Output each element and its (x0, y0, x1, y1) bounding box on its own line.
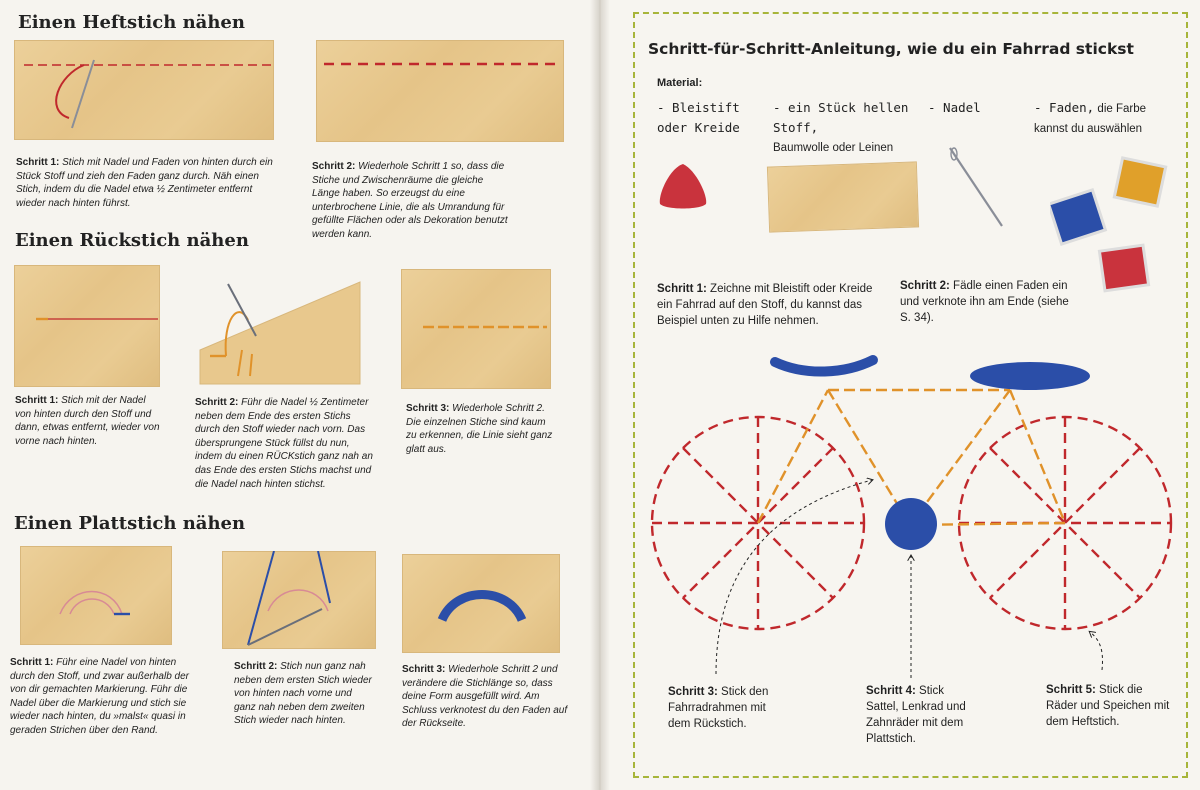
material-item-pencil: - Bleistift oder Kreide (657, 100, 740, 135)
caption-rueckstich-2: Schritt 2: Führ die Nadel ½ Zentimeter neben dem Ende des ersten Stichs durch den Stoff wieder nach vorn. Das übersprungene Stück füllst du nun, indem du einen RÜCKstich ganz nah an das Ende des ersten Stichs machst und die Nadel nach hinten stichst. (195, 397, 373, 490)
caption-plattstich-3: Schritt 3: Wiederhole Schritt 2 und verändere die Stichlänge so, dass deine Form ausgefüllt wird. Am Schluss verknotest du den Faden auf der Rückseite. (402, 664, 568, 730)
saddle (970, 362, 1090, 390)
caption-step-5: Schritt 5: Stick die Räder und Speichen mit dem Heftstich. (1046, 684, 1170, 728)
material-item-fabric: - ein Stück hellen Stoff, Baumwolle oder Leinen (773, 100, 909, 154)
caption-step-2: Schritt 2: Fädle einen Faden ein und verknote ihn am Ende (siehe S. 34). (900, 280, 1069, 324)
caption-heftstich-1: Schritt 1: Stich mit Nadel und Faden von hinten durch ein Stück Stoff und zieh den Faden ganz durch. Näh einen Stich, indem du die Nadel etwa ½ Zentimeter entfernt wieder nach hinten führst. (16, 157, 273, 209)
material-item-thread: - Faden, die Farbe kannst du auswählen (1034, 100, 1147, 135)
section-title-heftstich: Einen Heftstich nähen (18, 12, 245, 33)
page-title: Schritt-für-Schritt-Anleitung, wie du ein Fahrrad stickst (648, 40, 1134, 58)
illustration-plattstich-2 (222, 551, 374, 647)
book-gutter (590, 0, 610, 790)
illustration-plattstich-3 (402, 554, 558, 651)
caption-plattstich-2: Schritt 2: Stich nun ganz nah neben dem ersten Stich wieder von hinten nach vorne und ganz nah neben dem zweiten Stich wieder nach hinten. (234, 661, 372, 727)
chalk-icon (656, 160, 710, 212)
illustration-rueckstich-3 (401, 269, 549, 387)
material-item-needle: - Nadel (928, 100, 981, 115)
illustration-plattstich-1 (20, 546, 170, 643)
handlebar (775, 360, 873, 372)
caption-step-4: Schritt 4: Stick Sattel, Lenkrad und Zahnräder mit dem Plattstich. (866, 685, 966, 745)
caption-heftstich-2: Schritt 2: Wiederhole Schritt 1 so, dass die Stiche und Zwischenräume die gleiche Länge haben. So erzeugst du eine unterbrochene Linie, die als Umrandung für gefüllte Flächen oder als Dekoration benutzt werden kann. (312, 161, 508, 240)
illustration-heftstich-1 (14, 40, 272, 138)
illustration-rueckstich-2 (198, 280, 364, 386)
fabric-swatch (767, 161, 919, 232)
section-title-rueckstich: Einen Rückstich nähen (15, 230, 249, 251)
callout-arrows (700, 470, 1180, 686)
caption-plattstich-1: Schritt 1: Führ eine Nadel von hinten durch den Stoff, und zwar außerhalb der von dir gemachten Markierung. Führ die Nadel über die Markierung und stich sie wieder nach hinten, du »malst« quasi in geraden Strichen über den Rand. (10, 657, 189, 736)
caption-rueckstich-1: Schritt 1: Stich mit der Nadel von hinten durch den Stoff und dann, etwas entfernt, wieder von vorne nach hinten. (15, 395, 160, 447)
illustration-rueckstich-1 (14, 265, 158, 385)
caption-step-3: Schritt 3: Stick den Fahrradrahmen mit dem Rückstich. (668, 686, 769, 730)
caption-rueckstich-3: Schritt 3: Wiederhole Schritt 2. Die einzelnen Stiche sind kaum zu erkennen, die Linie sieht ganz glatt aus. (406, 403, 553, 455)
needle-icon (944, 144, 1006, 230)
illustration-heftstich-2 (316, 40, 562, 140)
material-label: Material: (657, 77, 703, 89)
section-title-plattstich: Einen Plattstich nähen (14, 513, 246, 534)
caption-step-1: Schritt 1: Zeichne mit Bleistift oder Kreide ein Fahrrad auf den Stoff, du kannst das Beispiel unten zu Hilfe nehmen. (657, 283, 873, 327)
